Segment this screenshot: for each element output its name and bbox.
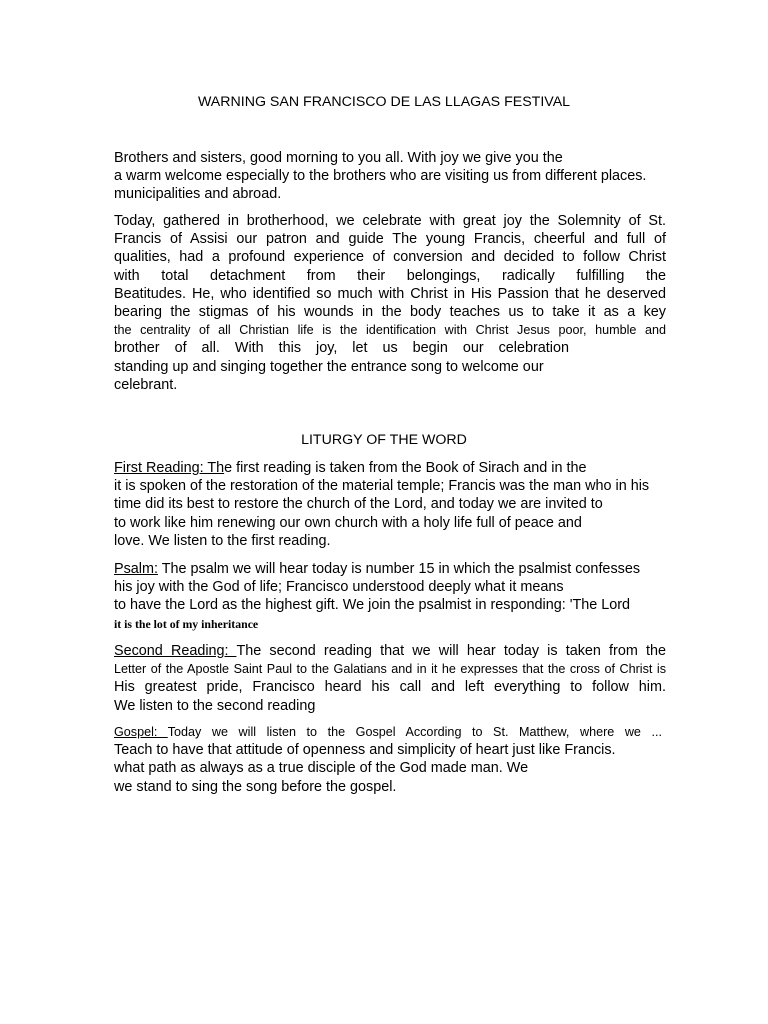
second-reading-label: Second Reading: bbox=[114, 643, 237, 659]
gospel-section bbox=[114, 723, 666, 796]
text-line: we stand to sing the song before the gospel. bbox=[114, 778, 397, 795]
text-line: his joy with the God of life; Francisco understood deeply what it means bbox=[114, 579, 564, 596]
text-line: Brothers and sisters, good morning to you all. With joy we give you the bbox=[114, 150, 563, 166]
text-line: to work like him renewing our own church with a holy life full of peace and bbox=[114, 514, 582, 531]
intro-paragraph-2 bbox=[114, 212, 666, 394]
psalm-label: Psalm: bbox=[114, 561, 158, 577]
text-line: celebrant. bbox=[114, 376, 178, 393]
text-line: the centrality of all Christian life is the identification with Christ Jesus poor, humble and bbox=[114, 323, 666, 338]
text-line: brother of all. With this joy, let us begin our celebration bbox=[114, 340, 569, 357]
text-line: qualities, had a profound experience of conversion and decided to follow Christ bbox=[114, 249, 666, 266]
text-line: municipalities and abroad. bbox=[114, 186, 282, 203]
text-line: Beatitudes. He, who identified so much with Christ in His Passion that he deserved bbox=[114, 285, 666, 302]
second-reading-section bbox=[114, 642, 666, 715]
text-line: Francis of Assisi our patron and guide The young Francis, cheerful and full of bbox=[114, 231, 666, 248]
intro-paragraph-1 bbox=[114, 149, 666, 204]
text-line: bearing the stigmas of his wounds in the body teaches us to take it as a key bbox=[114, 303, 666, 320]
text-fragment: Today we will listen to the Gospel According to St. Matthew, where we ... bbox=[167, 725, 662, 739]
first-reading-label: First Reading: Th bbox=[114, 460, 225, 476]
psalm-response: it is the lot of my inheritance bbox=[114, 616, 259, 631]
text-fragment: e first reading is taken from the Book of Sirach and in the bbox=[224, 460, 587, 476]
text-line: Today, gathered in brotherhood, we celebrate with great joy the Solemnity of St. bbox=[114, 213, 666, 229]
text-line: We listen to the second reading bbox=[114, 697, 316, 714]
second-reading-line bbox=[114, 642, 666, 660]
text-line: love. We listen to the first reading. bbox=[114, 532, 331, 549]
psalm-line bbox=[114, 560, 666, 578]
first-reading-line bbox=[114, 459, 666, 477]
text-line: standing up and singing together the entrance song to welcome our bbox=[114, 358, 544, 375]
psalm-section bbox=[114, 560, 666, 633]
text-line: it is spoken of the restoration of the material temple; Francis was the man who in his bbox=[114, 478, 650, 495]
text-line: time did its best to restore the church of the Lord, and today we are invited to bbox=[114, 496, 603, 513]
text-line: Letter of the Apostle Saint Paul to the Galatians and in it he expresses that the cross of Christ is bbox=[114, 662, 666, 677]
text-line: His greatest pride, Francisco heard his call and left everything to follow him. bbox=[114, 679, 666, 696]
text-line: Teach to have that attitude of openness and simplicity of heart just like Francis. bbox=[114, 742, 616, 759]
first-reading-section bbox=[114, 459, 666, 550]
text-line: with total detachment from their belongings, radically fulfilling the bbox=[114, 267, 666, 284]
text-fragment: The second reading that we will hear today is taken from the bbox=[236, 643, 666, 659]
gospel-label: Gospel: bbox=[114, 725, 168, 739]
text-line: to have the Lord as the highest gift. We join the psalmist in responding: 'The Lord bbox=[114, 597, 631, 614]
text-line: a warm welcome especially to the brothers who are visiting us from different places. bbox=[114, 168, 647, 185]
liturgy-heading: LITURGY OF THE WORD bbox=[301, 432, 467, 448]
document-title: WARNING SAN FRANCISCO DE LAS LLAGAS FESTIVAL bbox=[197, 94, 571, 110]
text-line: what path as always as a true disciple of the God made man. We bbox=[114, 760, 529, 777]
gospel-line bbox=[114, 723, 662, 741]
text-fragment: The psalm we will hear today is number 15 in which the psalmist confesses bbox=[157, 561, 641, 577]
